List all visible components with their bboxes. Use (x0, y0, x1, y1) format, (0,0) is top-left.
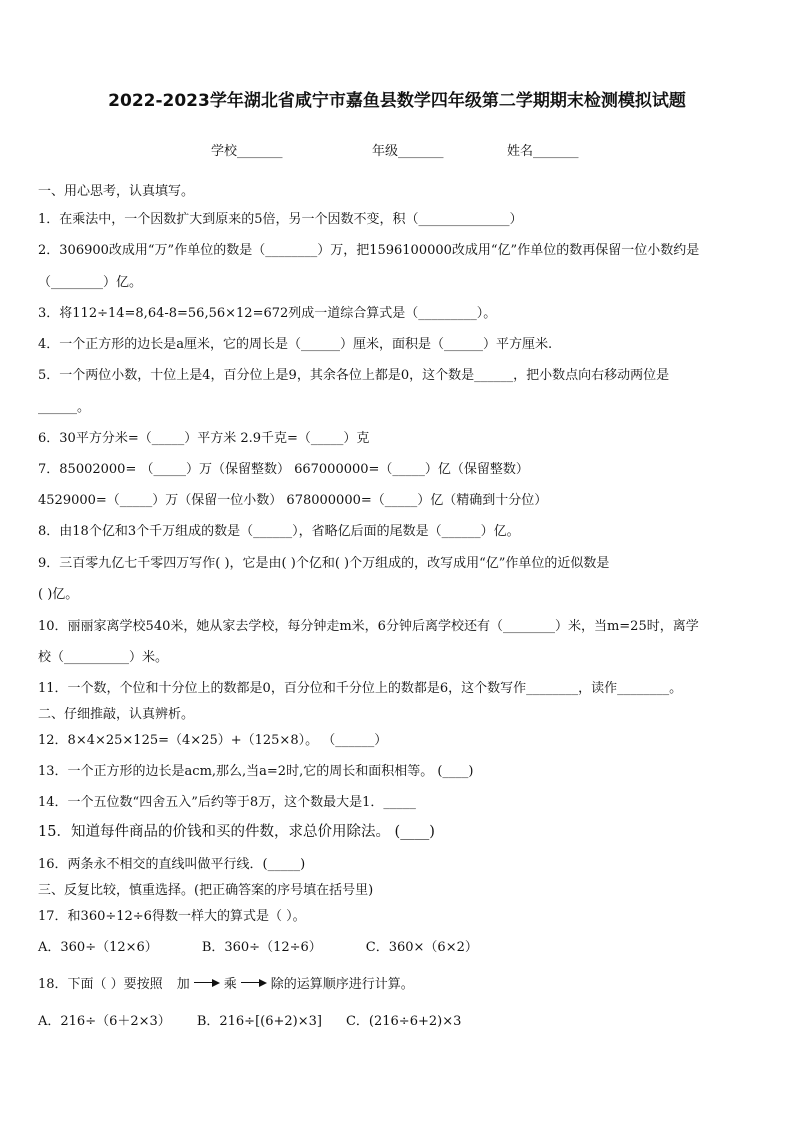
question-17: 17．和360÷12÷6得数一样大的算式是（ ）。 (38, 909, 306, 924)
question-6: 6．30平方分米=（_____）平方米 2.9千克=（_____）克 (38, 431, 370, 446)
section-2-heading: 二、仔细推敲，认真辨析。 (38, 707, 195, 722)
arrow-right-icon (194, 979, 220, 987)
option-a: A．360÷（12×6） (38, 940, 158, 955)
question-18-suffix: 除的运算顺序进行计算。 (270, 977, 414, 992)
step-multiply: 乘 (223, 977, 237, 992)
option-a: A．216÷（6＋2×3） (38, 1014, 171, 1029)
question-18-options (38, 1010, 461, 1029)
question-16: 16．两条永不相交的直线叫做平行线．(_____) (38, 857, 306, 872)
question-12: 12．8×4×25×125=（4×25）+（125×8）。 （______） (38, 733, 388, 748)
question-2: 2．306900改成用“万”作单位的数是（________）万，把1596100000改成用“亿”作单位的数再保留一位小数约是 (38, 243, 700, 258)
section-3-heading: 三、反复比较，慎重选择。(把正确答案的序号填在括号里) (38, 883, 374, 898)
question-10-cont: 校（__________）米。 (38, 650, 169, 665)
grade-field: 年级_______ (372, 144, 444, 159)
section-1-heading: 一、用心思考，认真填写。 (38, 184, 195, 199)
question-1: 1．在乘法中，一个因数扩大到原来的5倍，另一个因数不变，积（______________） (38, 212, 523, 227)
question-13: 13．一个正方形的边长是acm,那么,当a=2时,它的周长和面积相等。 (____) (38, 764, 474, 779)
option-c: C．(216÷6+2)×3 (345, 1014, 462, 1029)
question-10: 10．丽丽家离学校540米，她从家去学校，每分钟走m米，6分钟后离学校还有（________）米，当m=25时，离学 (38, 619, 699, 634)
question-14: 14．一个五位数“四舍五入”后约等于8万，这个数最大是1．_____ (38, 795, 416, 810)
question-5: 5．一个两位小数，十位上是4，百分位上是9，其余各位上都是0，这个数是______，把小数点向右移动两位是 (38, 368, 670, 383)
name-field: 姓名_______ (507, 144, 579, 159)
question-4: 4．一个正方形的边长是a厘米，它的周长是（______）厘米，面积是（______）平方厘米. (38, 337, 553, 352)
question-11: 11．一个数，个位和十分位上的数都是0，百分位和千分位上的数都是6，这个数写作________，读作________。 (38, 681, 683, 696)
question-17-options (38, 936, 478, 955)
school-field: 学校_______ (211, 144, 283, 159)
question-7: 7．85002000= （_____）万（保留整数） 667000000=（_____）亿（保留整数） (38, 462, 529, 477)
arrow-right-icon (241, 979, 267, 987)
question-18 (38, 973, 414, 992)
question-9-cont: ( )亿。 (38, 587, 79, 602)
option-b: B．216÷[(6+2)×3] (196, 1014, 322, 1029)
question-3: 3．将112÷14=8,64-8=56,56×12=672列成一道综合算式是（_________）。 (38, 306, 497, 321)
option-c: C．360×（6×2） (365, 940, 478, 955)
question-2-cont: （________）亿。 (38, 275, 143, 290)
question-9: 9．三百零九亿七千零四万写作( )，它是由( )个亿和( )个万组成的，改写成用“亿”作单位的近似数是 (38, 556, 610, 571)
question-15: 15．知道每件商品的价钱和买的件数，求总价用除法。 (____) (38, 824, 435, 840)
question-18-prefix: 18．下面（ ）要按照 (38, 977, 163, 992)
question-7-cont: 4529000=（_____）万（保留一位小数） 678000000=（_____）亿（精确到十分位） (38, 493, 548, 508)
question-8: 8．由18个亿和3个千万组成的数是（______），省略亿后面的尾数是（______）亿。 (38, 524, 520, 539)
page-title: 2022-2023学年湖北省咸宁市嘉鱼县数学四年级第二学期期末检测模拟试题 (108, 91, 686, 111)
question-5-cont: ______。 (38, 400, 91, 415)
step-add: 加 (176, 977, 190, 992)
option-b: B．360÷（12÷6） (201, 940, 322, 955)
